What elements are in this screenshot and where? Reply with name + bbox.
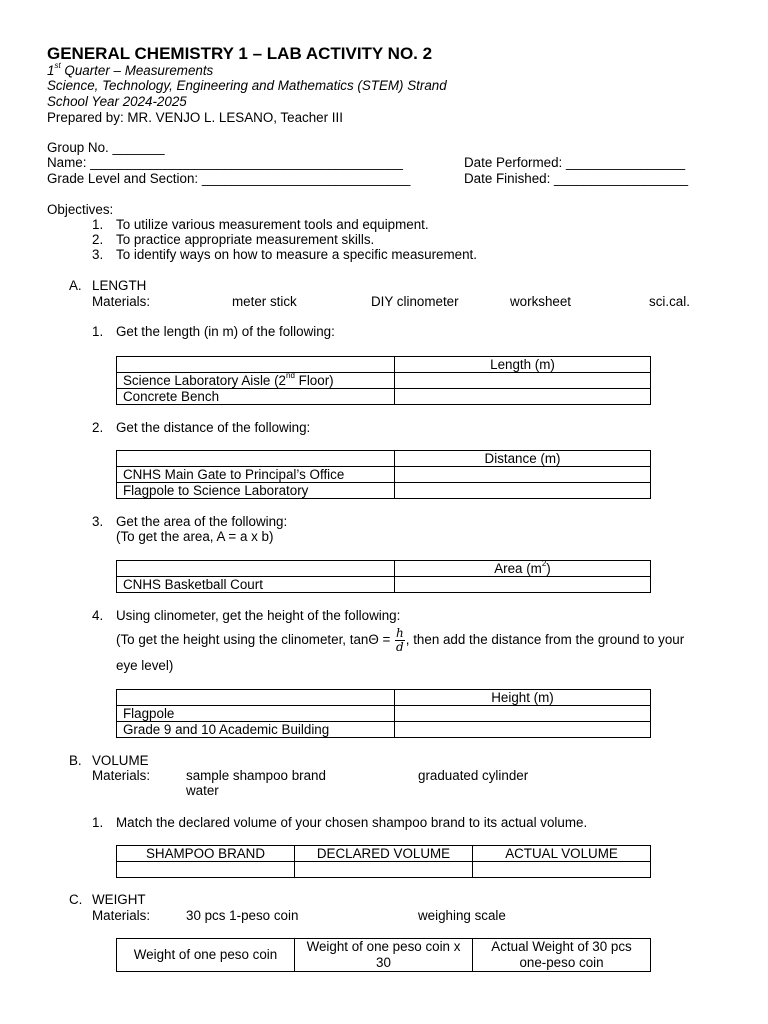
objective-num: 3. (92, 247, 104, 262)
school-year: School Year 2024-2025 (47, 94, 187, 109)
table-header-row (117, 939, 651, 972)
table-cell[interactable] (117, 690, 395, 706)
quarter-sup: st (54, 61, 61, 70)
section-c-heading: WEIGHT (92, 892, 146, 907)
section-b-letter: B. (69, 753, 82, 768)
table-header-cell: Distance (m) (395, 451, 651, 467)
clinometer-note (116, 624, 684, 656)
table-row (117, 862, 651, 878)
note-text-end: , then add the distance from the ground to your (405, 632, 685, 647)
row-label-sup: nd (286, 371, 295, 380)
table-header-row (117, 846, 651, 862)
question-num: 4. (92, 608, 104, 623)
table-header-row (117, 690, 651, 706)
question-num: 3. (92, 514, 104, 529)
row-label: Grade 9 and 10 Academic Building (117, 722, 395, 738)
table-cell[interactable] (117, 561, 395, 577)
date-finished-field[interactable]: Date Finished: __________________ (464, 171, 689, 186)
table-header-cell: Weight of one peso coin (117, 939, 295, 972)
name-field[interactable]: Name: __________________________________________ (47, 155, 403, 170)
page-title: GENERAL CHEMISTRY 1 – LAB ACTIVITY NO. 2 (47, 44, 433, 63)
answer-cell[interactable] (395, 706, 651, 722)
table-header-cell: Actual Weight of 30 pcs one-peso coin (473, 939, 651, 972)
section-a-letter: A. (69, 278, 82, 293)
weight-table (116, 938, 651, 972)
table-header-cell: DECLARED VOLUME (295, 846, 473, 862)
note-text: (To get the height using the clinometer, tanΘ = (116, 632, 395, 647)
table-row (117, 577, 651, 593)
quarter-line (47, 63, 213, 78)
table-row (117, 483, 651, 499)
area-table (116, 560, 651, 593)
materials-label: Materials: (92, 768, 151, 783)
objective-text: To identify ways on how to measure a specific measurement. (116, 247, 477, 262)
table-header-cell: Weight of one peso coin x 30 (295, 939, 473, 972)
table-cell (117, 373, 395, 389)
row-label: CNHS Basketball Court (117, 577, 395, 593)
answer-cell[interactable] (473, 862, 651, 878)
height-table (116, 689, 651, 738)
header-sup: 2 (541, 559, 547, 568)
tan-fraction (395, 627, 405, 654)
table-cell[interactable] (117, 451, 395, 467)
material-item: 30 pcs 1-peso coin (186, 908, 299, 923)
volume-table (116, 845, 651, 878)
table-header-cell: Height (m) (395, 690, 651, 706)
table-header-row (117, 451, 651, 467)
clinometer-note-cont: eye level) (116, 658, 174, 673)
section-b-heading: VOLUME (92, 753, 149, 768)
objectives-heading: Objectives: (47, 202, 114, 217)
table-header-cell: Length (m) (395, 357, 651, 373)
row-label-rest: Floor) (294, 373, 334, 388)
answer-cell[interactable] (395, 389, 651, 405)
question-text: Get the distance of the following: (116, 420, 311, 435)
material-item: water (186, 783, 219, 798)
answer-cell[interactable] (395, 373, 651, 389)
section-c-letter: C. (69, 892, 83, 907)
row-label: Concrete Bench (123, 389, 220, 404)
answer-cell[interactable] (395, 467, 651, 483)
question-text: Using clinometer, get the height of the following: (116, 608, 401, 623)
answer-cell[interactable] (117, 862, 295, 878)
table-cell[interactable] (117, 357, 395, 373)
grade-section-field[interactable]: Grade Level and Section: ____________________________ (47, 171, 411, 186)
material-item: meter stick (232, 294, 297, 309)
table-row (117, 389, 651, 405)
table-header-cell: SHAMPOO BRAND (117, 846, 295, 862)
material-item: sample shampoo brand (186, 768, 326, 783)
table-header-cell (395, 561, 651, 577)
objective-text: To practice appropriate measurement skills. (116, 232, 375, 247)
row-label: Flagpole (117, 706, 395, 722)
fraction-numerator: h (396, 625, 404, 640)
area-formula: (To get the area, A = a x b) (116, 529, 274, 544)
question-num: 1. (92, 324, 104, 339)
table-row (117, 467, 651, 483)
row-label: Flagpole to Science Laboratory (117, 483, 395, 499)
answer-cell[interactable] (295, 862, 473, 878)
table-header-row (117, 561, 651, 577)
table-header-row (117, 357, 651, 373)
table-row (117, 373, 651, 389)
quarter-num: 1 (47, 63, 55, 78)
answer-cell[interactable] (395, 577, 651, 593)
material-item: weighing scale (418, 908, 506, 923)
question-num: 2. (92, 420, 104, 435)
quarter-rest: Quarter – Measurements (60, 63, 214, 78)
materials-label: Materials: (92, 294, 151, 309)
row-label: Science Laboratory Aisle (2 (123, 373, 287, 388)
material-item: DIY clinometer (371, 294, 459, 309)
objective-text: To utilize various measurement tools and equipment. (116, 217, 429, 232)
material-item: graduated cylinder (418, 768, 529, 783)
distance-table (116, 450, 651, 499)
header-text-end: ) (546, 561, 551, 576)
table-cell (117, 389, 395, 405)
row-label: CNHS Main Gate to Principal’s Office (117, 467, 395, 483)
question-text: Get the length (in m) of the following: (116, 324, 335, 339)
strand-line: Science, Technology, Engineering and Mathematics (STEM) Strand (47, 78, 447, 93)
table-header-cell: ACTUAL VOLUME (473, 846, 651, 862)
prepared-by: Prepared by: MR. VENJO L. LESANO, Teacher III (47, 110, 343, 125)
question-text: Match the declared volume of your chosen shampoo brand to its actual volume. (116, 815, 588, 830)
objective-num: 1. (92, 217, 104, 232)
length-table (116, 356, 651, 405)
group-no-field[interactable]: Group No. _______ (47, 140, 165, 155)
section-a-heading: LENGTH (92, 278, 147, 293)
question-text: Get the area of the following: (116, 514, 288, 529)
answer-cell[interactable] (395, 722, 651, 738)
materials-label: Materials: (92, 908, 151, 923)
answer-cell[interactable] (395, 483, 651, 499)
fraction-denominator: d (396, 639, 404, 654)
material-item: worksheet (510, 294, 572, 309)
objective-num: 2. (92, 232, 104, 247)
question-num: 1. (92, 815, 104, 830)
table-row (117, 706, 651, 722)
date-performed-field[interactable]: Date Performed: ________________ (464, 155, 686, 170)
table-row (117, 722, 651, 738)
header-text: Area (m (494, 561, 542, 576)
material-item: sci.cal. (649, 294, 690, 309)
